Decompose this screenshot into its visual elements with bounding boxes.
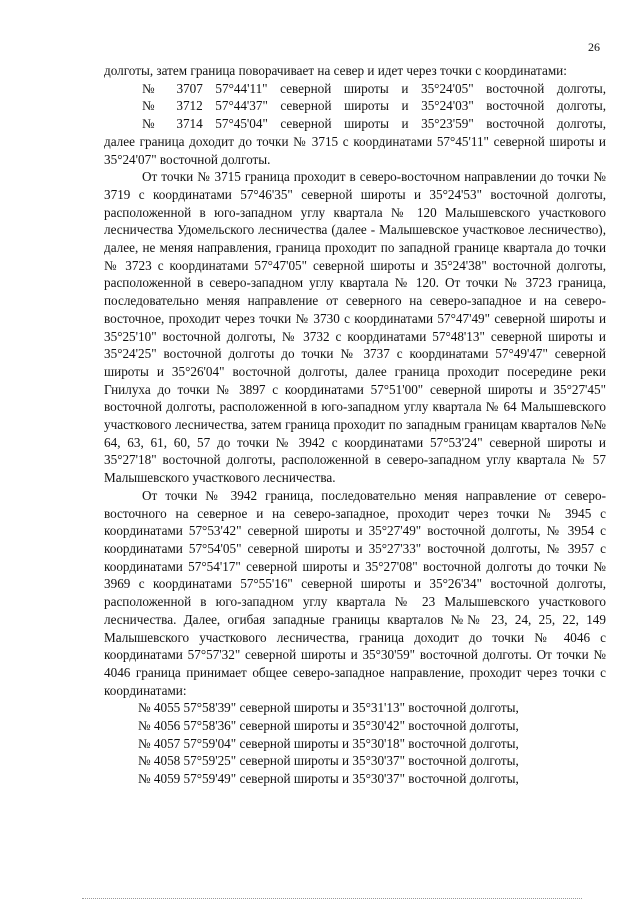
coordinate-line: № 3712 57°44'37" северной широты и 35°24'03" восточной долготы,: [142, 98, 606, 114]
page-number: 26: [588, 40, 600, 54]
coordinate-list-1: [104, 80, 606, 133]
bottom-divider: [82, 898, 582, 899]
coordinate-line: № 4055 57°58'39" северной широты и 35°31'13" восточной долготы,: [138, 700, 519, 716]
coordinate-line: № 4059 57°59'49" северной широты и 35°30'37" восточной долготы,: [138, 771, 519, 787]
document-body: [104, 62, 606, 788]
coordinate-list-2: [104, 699, 606, 788]
coordinate-line: № 3707 57°44'11" северной широты и 35°24'05" восточной долготы,: [142, 80, 606, 96]
coordinate-line: № 4058 57°59'25" северной широты и 35°30'37" восточной долготы,: [138, 753, 519, 769]
paragraph-from-point-3715: От точки № 3715 граница проходит в северо-восточном направлении до точки № 3719 с координатами 57°46'35" северной широты и 35°24'53" восточной долготы, расположенной в юго-западном углу квартала № 120 Малышевского участкового лесничества Удомельского лесничества (далее - Малышевское участковое лесничество), далее, не меняя направления, граница проходит по западной границе квартала до точки № 3723 с координатами 57°47'05" северной широты и 35°24'38" восточной долготы, расположенной в северо-западном углу квартала № 120. От точки № 3723 граница, последовательно меняя направление от северного на северо-западное и на северо-восточное, проходит через точки № 3730 с координатами 57°47'49" северной широты и 35°25'10" восточной долготы, № 3732 с координатами 57°48'13" северной широты и 35°24'25" восточной долготы до точки № 3737 с координатами 57°49'47" северной широты и 35°26'04" восточной долготы, далее граница проходит посередине реки Гнилуха до точки № 3897 с координатами 57°51'00" северной широты и 35°27'45" восточной долготы, расположенной в юго-западном углу квартала № 64 Малышевского участкового лесничества, затем граница проходит по западным границам кварталов №№ 64, 63, 61, 60, 57 до точки № 3942 с координатами 57°53'24" северной широты и 35°27'18" восточной долготы, расположенной в северо-западном углу квартала № 57 Малышевского участкового лесничества.: [104, 169, 606, 486]
paragraph-from-point-3942: От точки № 3942 граница, последовательно меняя направление от северо-восточного на северное и на северо-западное, проходит через точки № 3945 с координатами 57°53'42" северной широты и 35°27'49" восточной долготы, № 3954 с координатами 57°54'05" северной широты и 35°27'33" восточной долготы, № 3957 с координатами 57°54'17" северной широты и 35°27'08" восточной долготы до точки № 3969 с координатами 57°55'16" северной широты и 35°26'34" восточной долготы, расположенной в юго-западном углу квартала № 23 Малышевского участкового лесничества. Далее, огибая западные границы кварталов №№ 23, 24, 25, 22, 149 Малышевского участкового лесничества, граница доходит до точки № 4046 с координатами 57°57'32" северной широты и 35°30'59" восточной долготы. От точки № 4046 граница принимает общее северо-западное направление, проходит через точки с координатами:: [104, 487, 606, 698]
coordinate-line: № 3714 57°45'04" северной широты и 35°23'59" восточной долготы,: [142, 116, 606, 132]
paragraph-point-3715: далее граница доходит до точки № 3715 с координатами 57°45'11" северной широты и 35°24'07" восточной долготы.: [104, 133, 606, 167]
coordinate-line: № 4057 57°59'04" северной широты и 35°30'18" восточной долготы,: [138, 735, 519, 751]
paragraph-intro: долготы, затем граница поворачивает на север и идет через точки с координатами:: [104, 63, 567, 78]
coordinate-line: № 4056 57°58'36" северной широты и 35°30'42" восточной долготы,: [138, 718, 519, 734]
